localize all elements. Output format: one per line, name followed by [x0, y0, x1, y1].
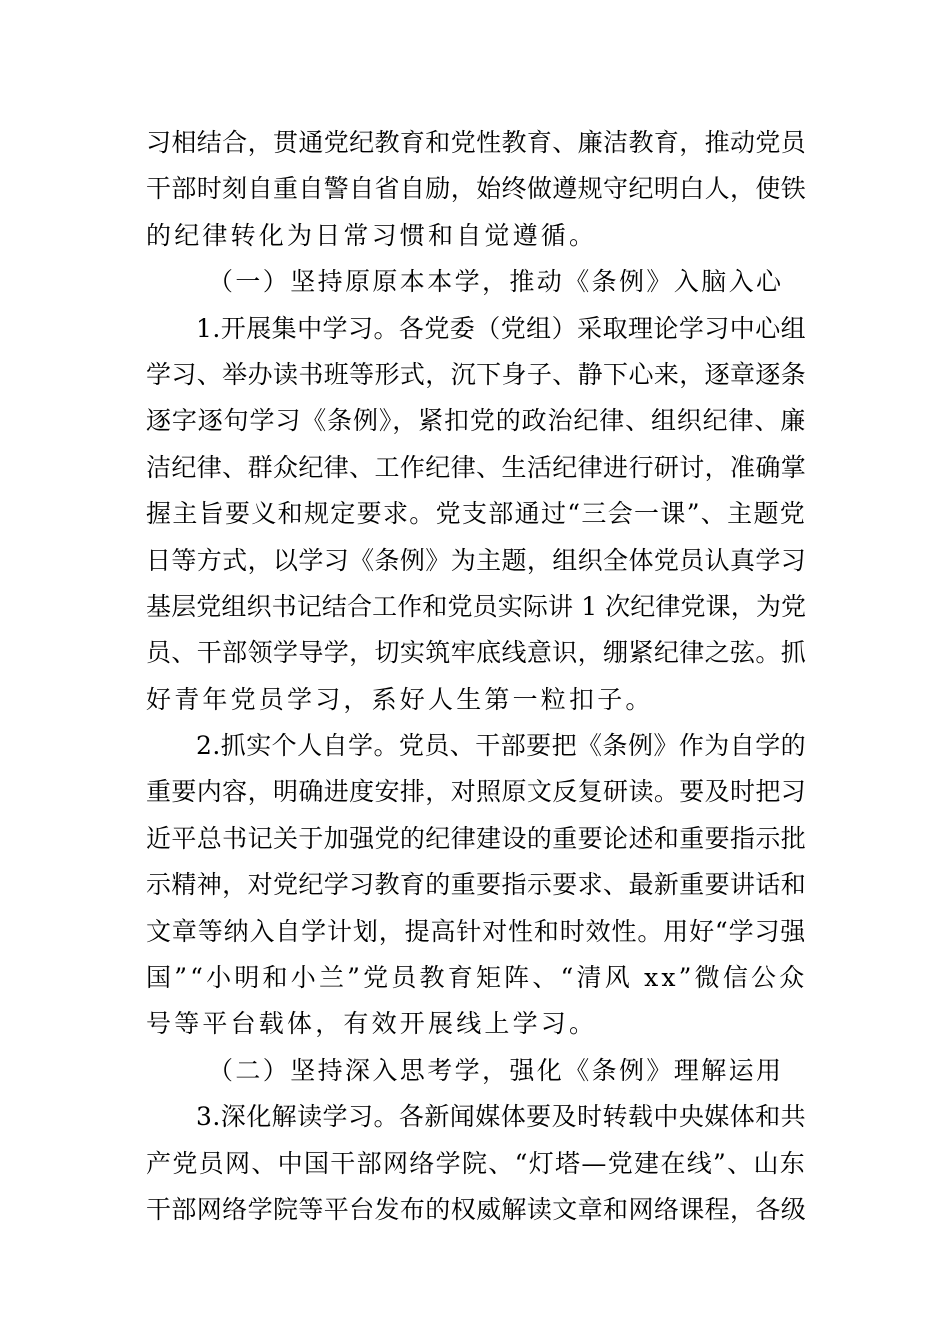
- text-line: 产党员网、中国干部网络学院、“灯塔—党建在线”、山东: [146, 1148, 806, 1178]
- text-line: 基层党组织书记结合工作和党员实际讲 1 次纪律党课，为党: [146, 591, 806, 621]
- text-line: 习相结合，贯通党纪教育和党性教育、廉洁教育，推动党员: [146, 128, 806, 157]
- text-line: 的纪律转化为日常习惯和自觉遵循。: [146, 220, 598, 250]
- text-line: 好青年党员学习，系好人生第一粒扣子。: [146, 684, 654, 714]
- paragraph-first-line: 3.深化解读学习。各新闻媒体要及时转载中央媒体和共: [196, 1102, 807, 1132]
- text-line: 号等平台载体，有效开展线上学习。: [146, 1009, 598, 1039]
- text-line: 学习、举办读书班等形式，沉下身子、静下心来，逐章逐条: [146, 359, 806, 389]
- paragraph-first-line: 2.抓实个人自学。党员、干部要把《条例》作为自学的: [196, 731, 807, 761]
- text-line: 国”“小明和小兰”党员教育矩阵、“清风 xx”微信公众: [146, 963, 808, 993]
- text-line: 示精神，对党纪学习教育的重要指示要求、最新重要讲话和: [146, 870, 806, 900]
- text-line: 洁纪律、群众纪律、工作纪律、生活纪律进行研讨，准确掌: [146, 452, 806, 482]
- text-line: 逐字逐句学习《条例》，紧扣党的政治纪律、组织纪律、廉: [146, 406, 806, 436]
- text-line: 近平总书记关于加强党的纪律建设的重要论述和重要指示批: [146, 823, 806, 853]
- text-line: 文章等纳入自学计划，提高针对性和时效性。用好“学习强: [146, 916, 806, 946]
- paragraph-first-line: 1.开展集中学习。各党委（党组）采取理论学习中心组: [196, 313, 807, 343]
- section-heading: （二）坚持深入思考学，强化《条例》理解运用: [208, 1055, 784, 1085]
- text-line: 员、干部领学导学，切实筑牢底线意识，绷紧纪律之弦。抓: [146, 638, 806, 668]
- document-body: [146, 120, 806, 1233]
- text-line: 重要内容，明确进度安排，对照原文反复研读。要及时把习: [146, 777, 806, 807]
- text-line: 干部时刻自重自警自省自励，始终做遵规守纪明白人，使铁: [146, 174, 806, 204]
- section-heading: （一）坚持原原本本学，推动《条例》入脑入心: [208, 267, 784, 297]
- text-line: 日等方式，以学习《条例》为主题，组织全体党员认真学习: [146, 545, 806, 575]
- text-line: 握主旨要义和规定要求。党支部通过“三会一课”、主题党: [146, 499, 806, 529]
- text-line: 干部网络学院等平台发布的权威解读文章和网络课程，各级: [146, 1194, 806, 1224]
